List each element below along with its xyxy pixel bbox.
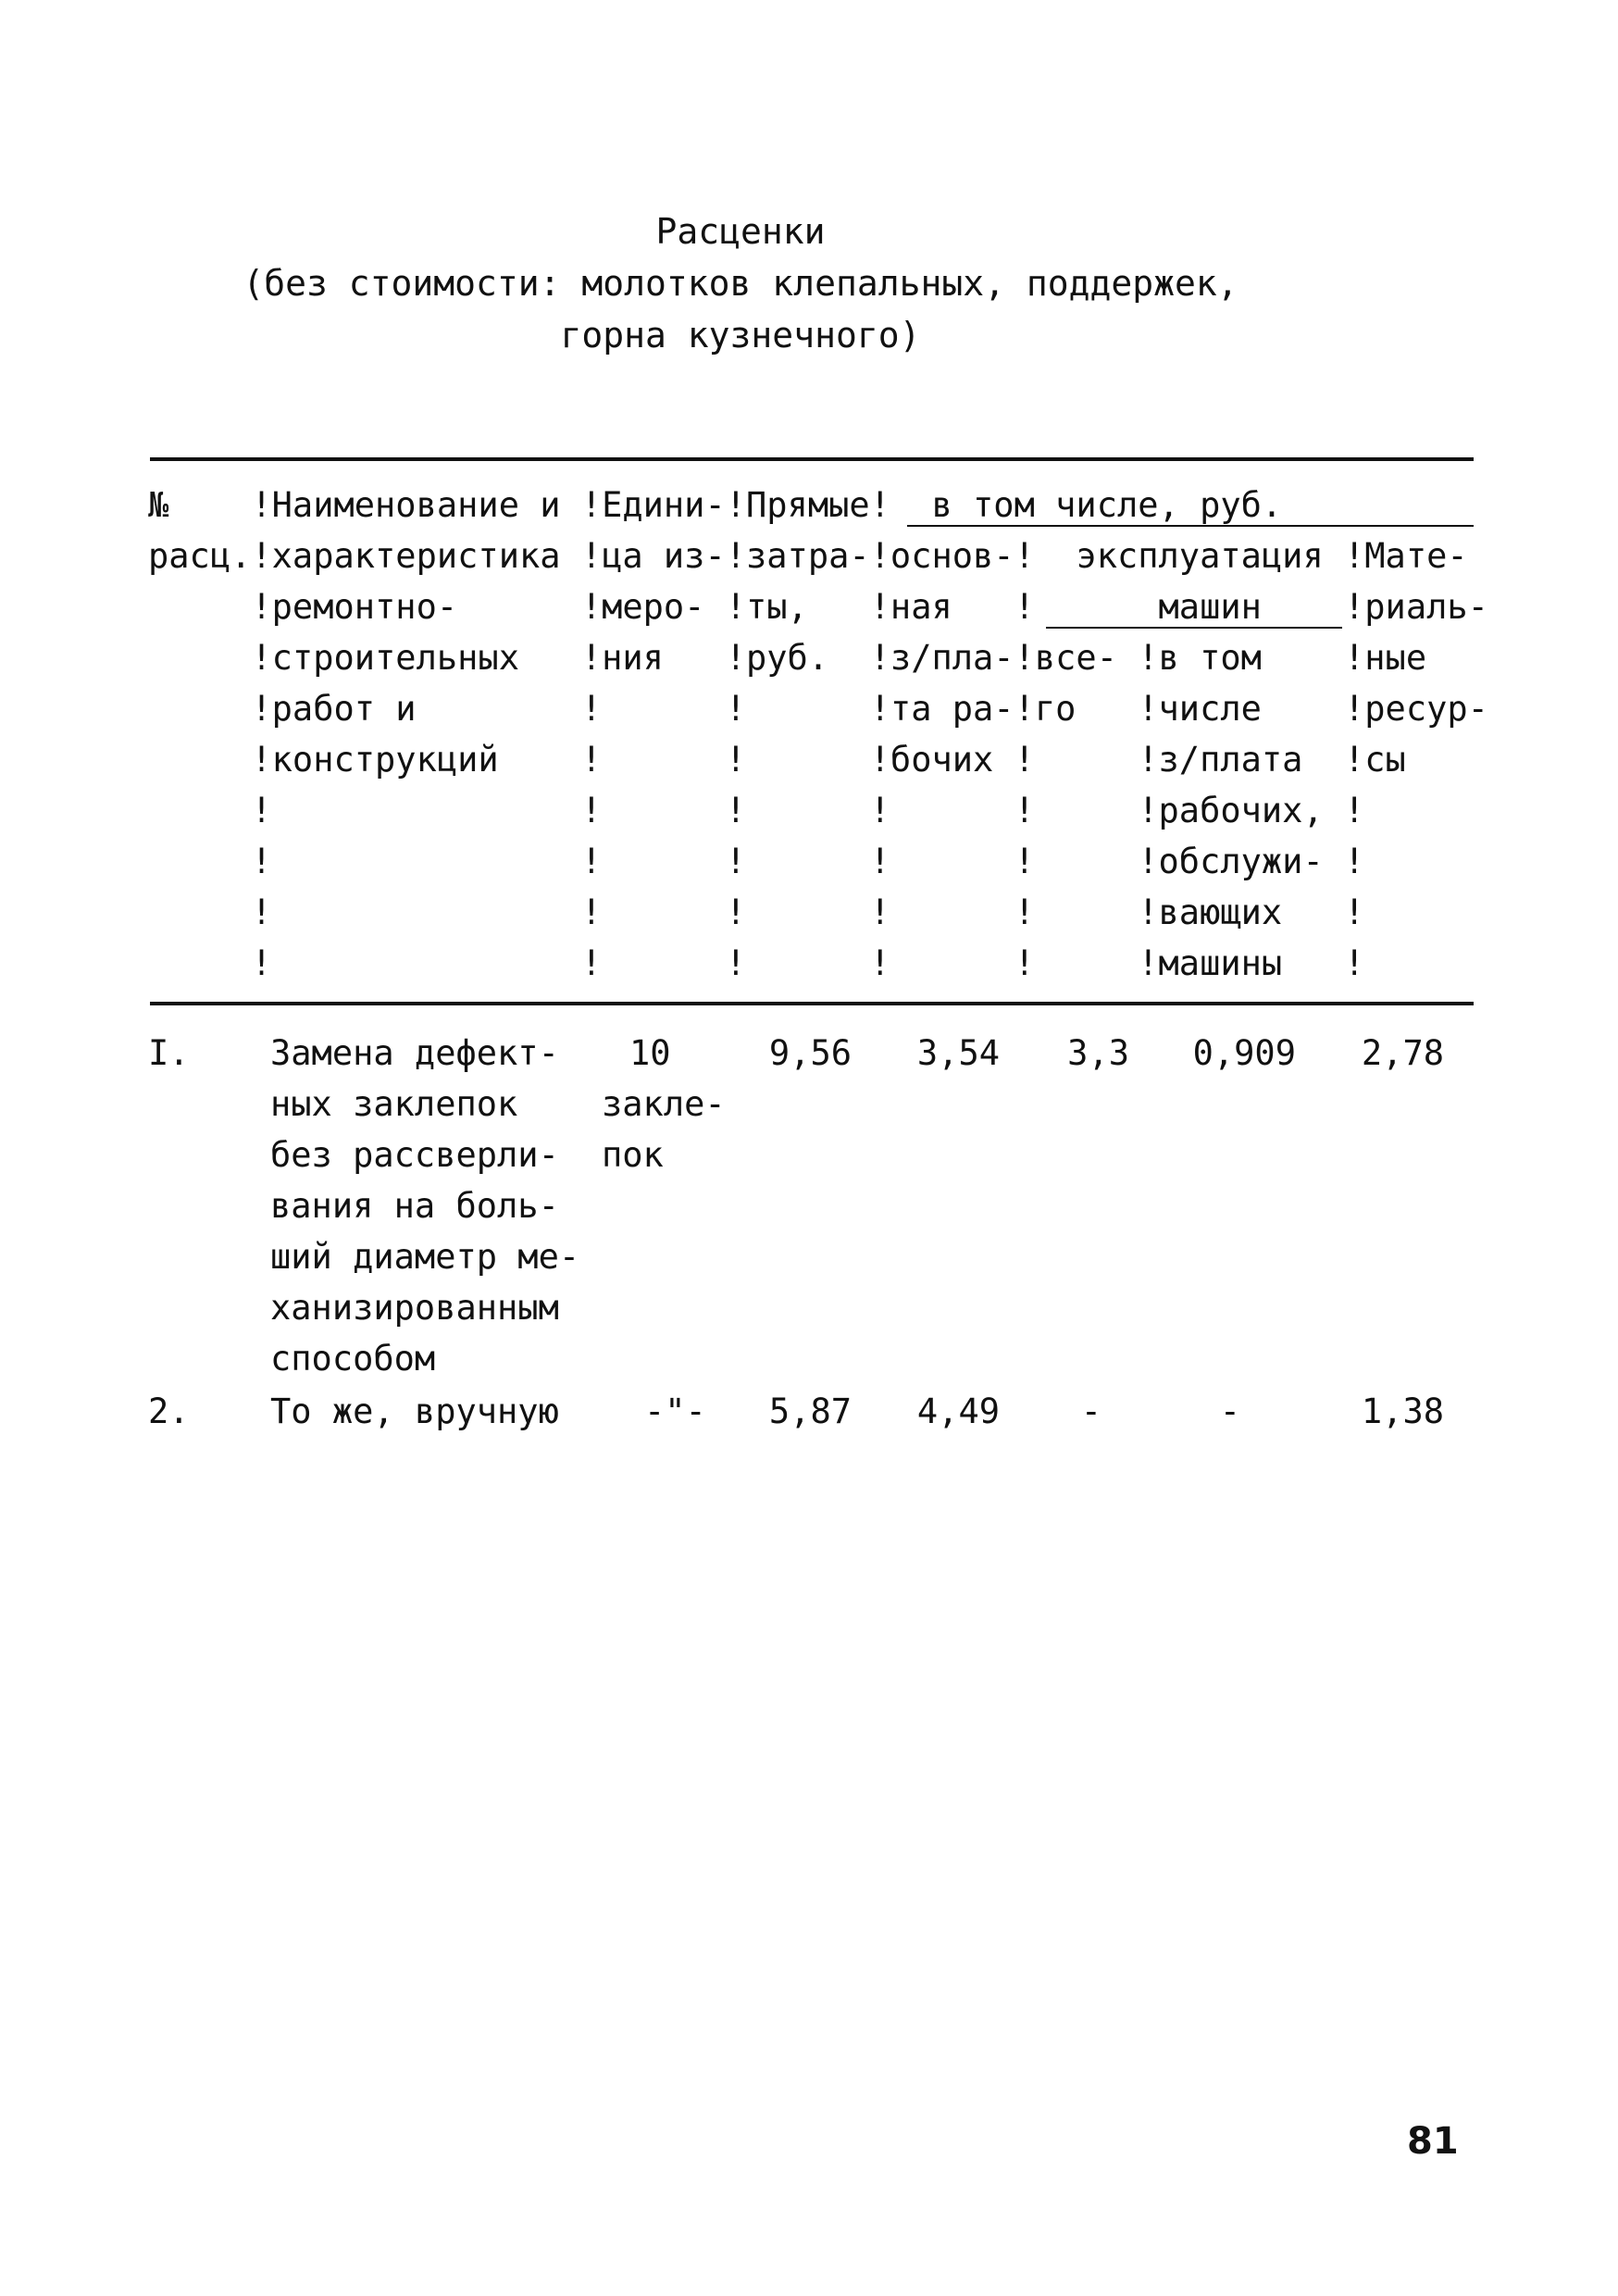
row-name-line: вания на боль- (270, 1186, 559, 1226)
row-unit-line: -"- (644, 1391, 706, 1431)
row-wages: 3,54 (916, 1033, 1000, 1073)
title-line-1: Расценки (655, 211, 826, 252)
header-line: !работ и ! ! !та ра-!го !числе !ресур- (148, 689, 1488, 729)
row-unit-line: 10 (629, 1033, 671, 1073)
row-number: I. (148, 1033, 190, 1073)
row-number: 2. (148, 1391, 190, 1431)
header-line: ! ! ! ! ! !машины ! (148, 943, 1365, 983)
row-unit-line: пок (602, 1135, 664, 1175)
table-bottom-rule (150, 1002, 1474, 1005)
header-group-underline (1046, 627, 1342, 629)
header-line: !конструкций ! ! !бочих ! !з/плата !сы (148, 740, 1406, 780)
title-line-3: горна кузнечного) (560, 315, 921, 356)
row-machine-wages: 0,909 (1192, 1033, 1296, 1073)
header-line: ! ! ! ! ! !рабочих, ! (148, 791, 1365, 830)
row-name-line: способом (270, 1339, 436, 1379)
header-group-underline (907, 525, 1474, 527)
row-wages: 4,49 (916, 1391, 1000, 1431)
row-name-line: ханизированным (270, 1288, 559, 1328)
page-number: 81 (1407, 2120, 1459, 2163)
header-line: !ремонтно- !меро- !ты, !ная ! машин !риаль- (148, 587, 1488, 627)
title-line-2: (без стоимости: молотков клепальных, поддержек, (243, 263, 1238, 304)
header-line: ! ! ! ! ! !вающих ! (148, 892, 1365, 932)
header-line: расц.!характеристика !ца из-!затра-!основ-! эксплуатация !Мате- (148, 536, 1468, 576)
table-top-rule (150, 457, 1474, 461)
row-direct-cost: 5,87 (768, 1391, 852, 1431)
row-name-line: Замена дефект- (270, 1033, 559, 1073)
header-line: ! ! ! ! ! !обслужи- ! (148, 842, 1365, 881)
row-materials: 1,38 (1361, 1391, 1444, 1431)
row-materials: 2,78 (1361, 1033, 1444, 1073)
row-name-line: ных заклепок (270, 1084, 518, 1124)
row-name-line: То же, вручную (270, 1391, 559, 1431)
row-direct-cost: 9,56 (768, 1033, 852, 1073)
row-machine-wages: - (1219, 1391, 1240, 1431)
row-machines-total: 3,3 (1067, 1033, 1129, 1073)
row-name-line: без рассверли- (270, 1135, 559, 1175)
header-line: !строительных !ния !руб. !з/пла-!все- !в том !ные (148, 638, 1427, 678)
row-machines-total: - (1080, 1391, 1101, 1431)
row-name-line: ший диаметр ме- (270, 1237, 580, 1277)
row-unit-line: закле- (602, 1084, 726, 1124)
title-block (0, 206, 1481, 361)
header-line: № !Наименование и !Едини-!Прямые! в том числе, руб. (148, 485, 1283, 525)
